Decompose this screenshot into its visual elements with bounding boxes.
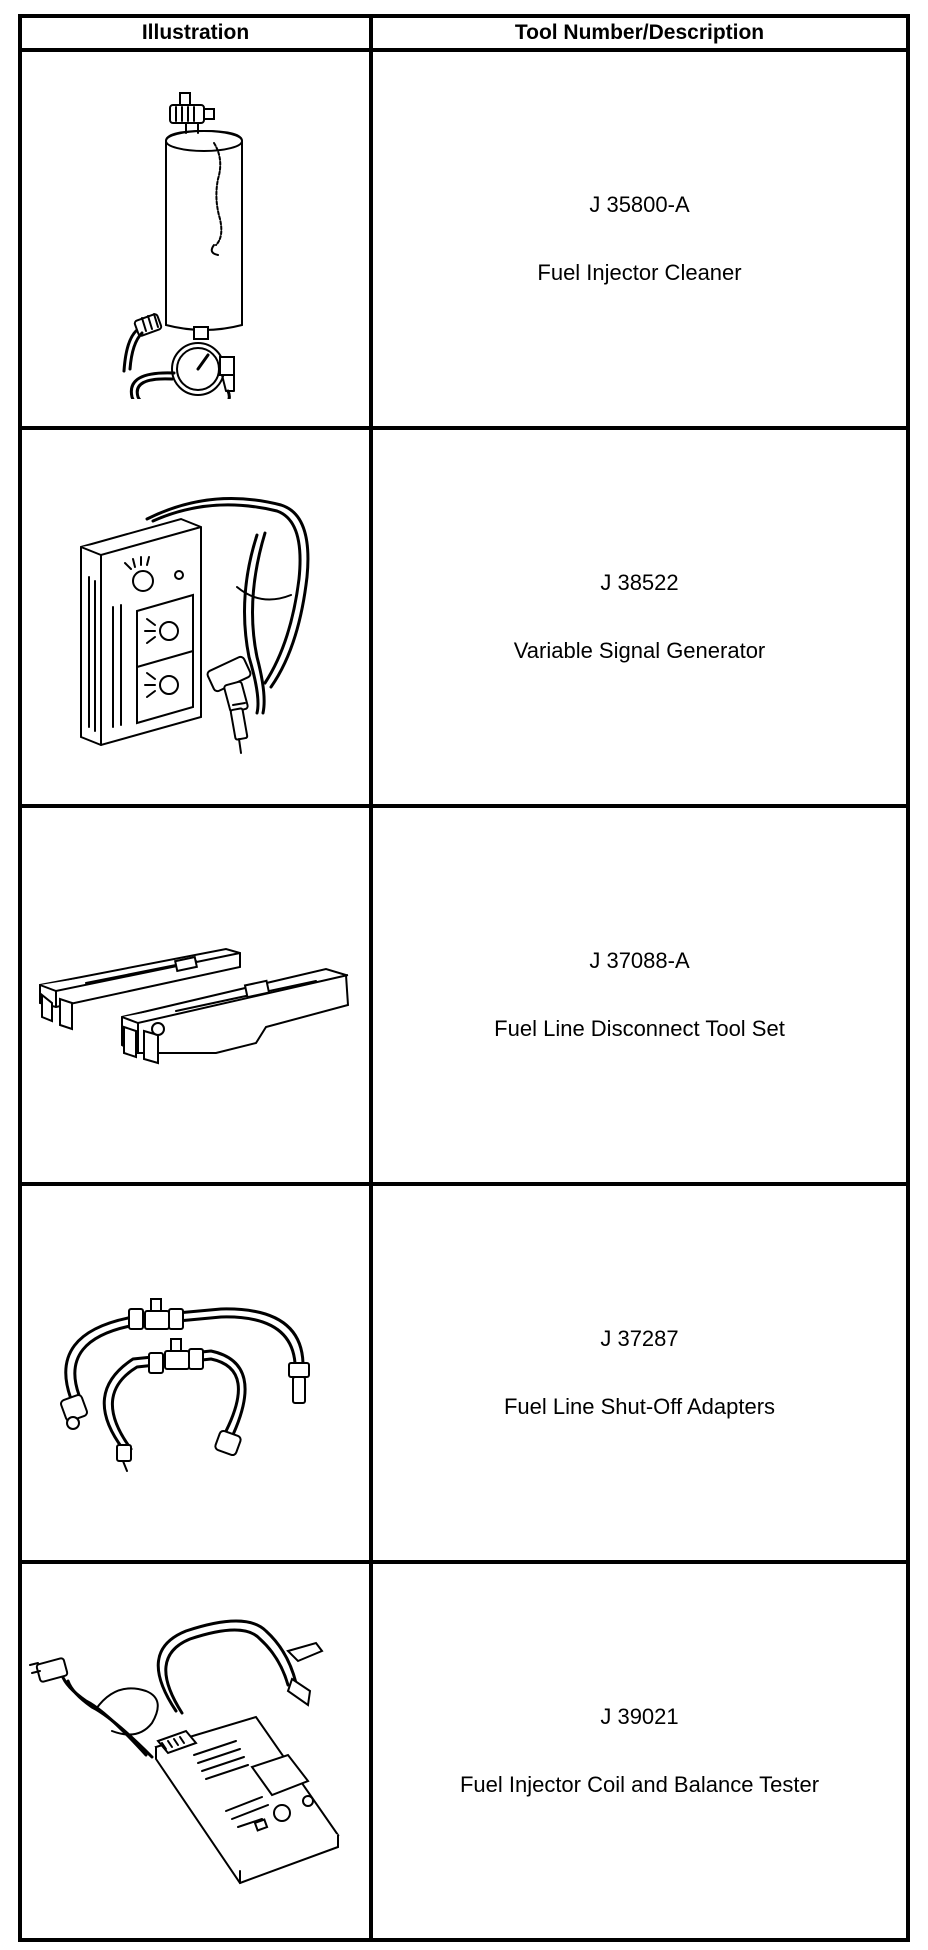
tool-description: Fuel Line Shut-Off Adapters — [503, 1394, 776, 1419]
illustration-cell — [20, 428, 371, 806]
description-cell — [371, 1562, 908, 1940]
fuel-injector-cleaner-illustration — [96, 79, 296, 399]
table-row — [20, 428, 908, 806]
header-description: Tool Number/Description — [371, 16, 908, 50]
header-row — [20, 16, 908, 50]
tool-number: J 35800-A — [589, 192, 690, 217]
tool-number: J 38522 — [600, 570, 679, 595]
description-cell — [371, 428, 908, 806]
shutoff-adapters-illustration — [41, 1273, 351, 1473]
description-cell — [371, 50, 908, 428]
tool-description: Fuel Injector Coil and Balance Tester — [459, 1772, 820, 1797]
signal-generator-illustration — [51, 457, 341, 777]
table-row — [20, 1562, 908, 1940]
illustration-cell — [20, 806, 371, 1184]
tool-description: Fuel Injector Cleaner — [537, 260, 742, 285]
tool-number: J 39021 — [600, 1704, 679, 1729]
table-row — [20, 50, 908, 428]
illustration-cell — [20, 1562, 371, 1940]
illustration-cell — [20, 50, 371, 428]
tool-number: J 37088-A — [589, 948, 690, 973]
coil-balance-tester-illustration — [26, 1591, 366, 1911]
description-cell — [371, 1184, 908, 1562]
illustration-cell — [20, 1184, 371, 1562]
tool-number: J 37287 — [600, 1326, 679, 1351]
table-row — [20, 1184, 908, 1562]
tool-description: Fuel Line Disconnect Tool Set — [494, 1016, 785, 1041]
header-illustration: Illustration — [20, 16, 371, 50]
disconnect-tool-illustration — [26, 925, 366, 1065]
table-row — [20, 806, 908, 1184]
tool-description: Variable Signal Generator — [513, 638, 766, 663]
special-tools-table — [18, 14, 910, 1942]
description-cell — [371, 806, 908, 1184]
